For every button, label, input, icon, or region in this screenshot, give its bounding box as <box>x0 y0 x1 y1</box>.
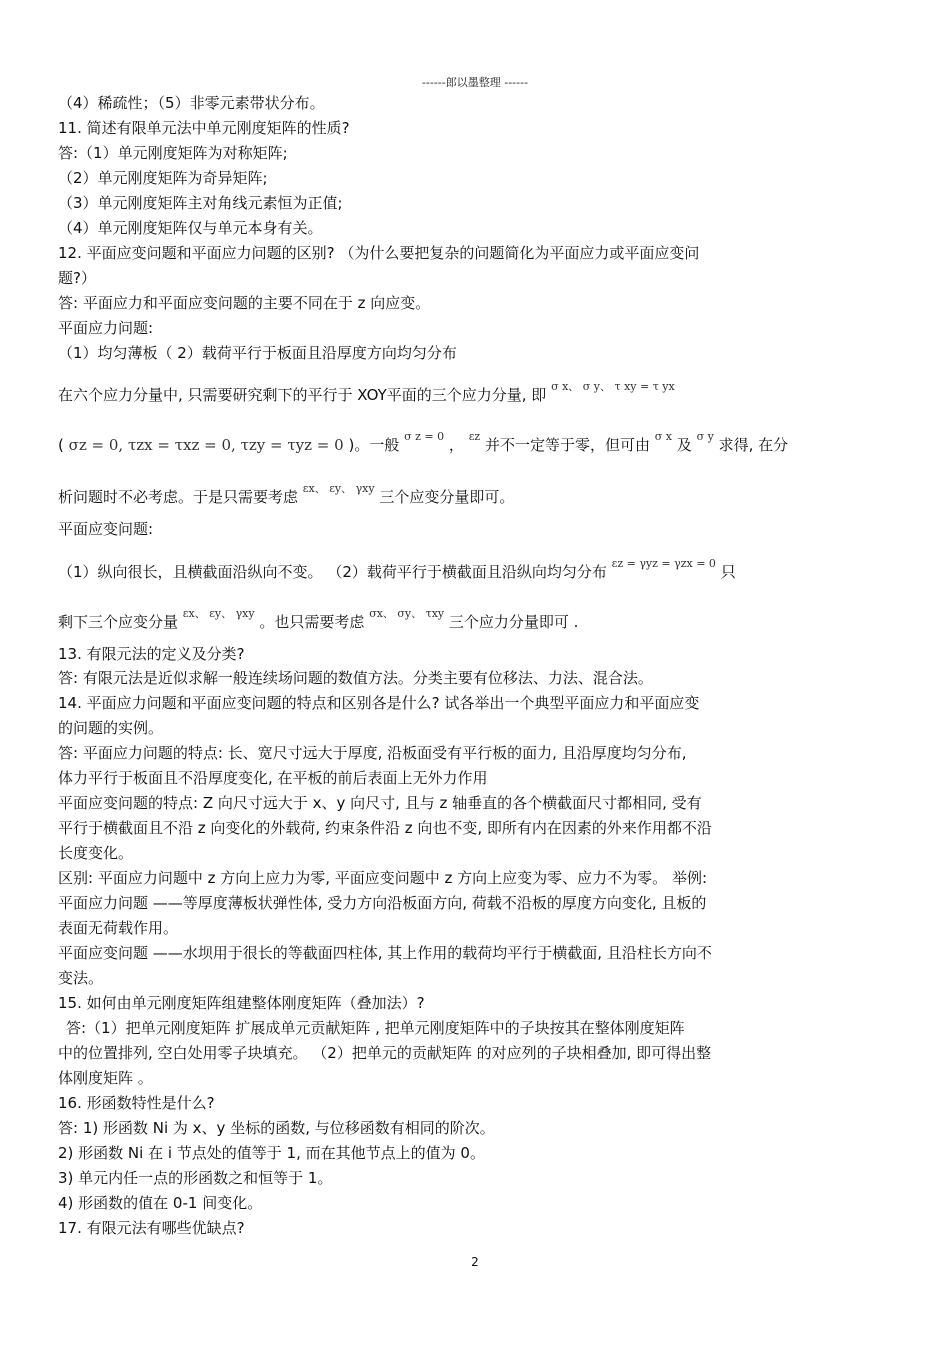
text-line: 的问题的实例。 <box>58 719 164 737</box>
question-15: 15. 如何由单元刚度矩阵组建整体刚度矩阵（叠加法）? <box>58 994 425 1012</box>
formula: εx、 εy、 γxy <box>182 607 255 620</box>
text-line: 平面应力问题 ——等厚度薄板状弹性体, 受力方向沿板面方向, 荷载不沿板的厚度方向变化, 且板的 <box>58 894 707 912</box>
formula: σ y <box>696 430 714 443</box>
line-text: 。也只需要考虑 <box>259 613 365 631</box>
formula: εz = γyz = γzx = 0 <box>611 557 716 570</box>
line-text: 三个应变分量即可。 <box>379 488 515 506</box>
text-line: 表面无荷载作用。 <box>58 919 179 937</box>
line-text: 只 <box>720 563 736 581</box>
text-line <box>58 430 789 457</box>
text-line: 平面应变问题的特点: Z 向尺寸远大于 x、y 向尺寸, 且与 z 轴垂直的各个横截面尺寸都相同, 受有 <box>58 794 702 812</box>
question-17: 17. 有限元法有哪些优缺点? <box>58 1219 245 1237</box>
line-text: 三个应力分量即可 . <box>448 613 579 631</box>
line-text: ， <box>448 436 464 454</box>
text-line: 4) 形函数的值在 0-1 间变化。 <box>58 1194 263 1212</box>
text-line: 3) 单元内任一点的形函数之和恒等于 1。 <box>58 1169 333 1187</box>
section-label: 平面应力问题: <box>58 319 154 337</box>
text-line: 题?） <box>58 269 96 287</box>
text-line: 答: 平面应力问题的特点: 长、宽尺寸远大于厚度, 沿板面受有平行板的面力, 且沿厚度均匀分布, <box>58 744 687 762</box>
text-line: 平行于横截面且不沿 z 向变化的外载荷, 约束条件沿 z 向也不变, 即所有内在因素的外来作用都不沿 <box>58 819 712 837</box>
text-line: （4）单元刚度矩阵仅与单元本身有关。 <box>58 219 323 237</box>
text-line <box>58 482 515 509</box>
text-line: 答: 有限元法是近似求解一般连续场问题的数值方法。分类主要有位移法、力法、混合法。 <box>58 669 653 687</box>
question-11: 11. 简述有限单元法中单元刚度矩阵的性质? <box>58 119 350 137</box>
text-line: 体刚度矩阵 。 <box>58 1069 153 1087</box>
formula: σ x、 σ y、 τ xy = τ yx <box>551 380 675 393</box>
question-16: 16. 形函数特性是什么? <box>58 1094 215 1112</box>
text-line: 区别: 平面应力问题中 z 方向上应力为零, 平面应变问题中 z 方向上应变为零、应力不为零。 举例: <box>58 869 708 887</box>
text-line: 变法。 <box>58 969 104 987</box>
formula: εx、 εy、 γxy <box>302 482 375 495</box>
text-line: 答: 平面应力和平面应变问题的主要不同在于 z 向应变。 <box>58 294 431 312</box>
line-text: 及 <box>676 436 692 454</box>
text-line: 平面应变问题 ——水坝用于很长的等截面四柱体, 其上作用的载荷均平行于横截面, 且沿柱长方向不 <box>58 944 712 962</box>
formula: εz <box>468 430 481 443</box>
page-header: ------郎以墨整理 ------ <box>421 76 529 89</box>
section-label: 平面应变问题: <box>58 520 154 538</box>
line-text: )。一般 <box>348 436 400 454</box>
text-line: （3）单元刚度矩阵主对角线元素恒为正值; <box>58 194 343 212</box>
line-text: 剩下三个应变分量 <box>58 613 179 631</box>
formula: σ x <box>654 430 672 443</box>
text-line: （1）均匀薄板（ 2）载荷平行于板面且沿厚度方向均匀分布 <box>58 344 457 362</box>
text-line: 答:（1）把单元刚度矩阵 扩展成单元贡献矩阵 , 把单元刚度矩阵中的子块按其在整体刚度矩阵 <box>66 1019 685 1037</box>
formula: σ z = 0 <box>404 430 445 443</box>
text-line <box>58 380 675 407</box>
text-line: 答:（1）单元刚度矩阵为对称矩阵; <box>58 144 288 162</box>
line-text: 析问题时不必考虑。于是只需要考虑 <box>58 488 299 506</box>
text-line <box>58 607 579 634</box>
line-text: 在六个应力分量中, 只需要研究剩下的平行于 XOY平面的三个应力分量, 即 <box>58 386 547 404</box>
text-line: 2) 形函数 Ni 在 i 节点处的值等于 1, 而在其他节点上的值为 0。 <box>58 1144 485 1162</box>
page-number: 2 <box>471 1255 479 1269</box>
line-text: 求得, 在分 <box>718 436 789 454</box>
text-line: 答: 1) 形函数 Ni 为 x、y 坐标的函数, 与位移函数有相同的阶次。 <box>58 1119 495 1137</box>
question-13: 13. 有限元法的定义及分类? <box>58 645 245 663</box>
text-line: 中的位置排列, 空白处用零子块填充。 （2）把单元的贡献矩阵 的对应列的子块相叠加, 即可得出整 <box>58 1044 712 1062</box>
question-12: 12. 平面应变问题和平面应力问题的区别? （为什么要把复杂的问题简化为平面应力或平面应变问 <box>58 244 700 262</box>
formula: σz = 0, τzx = τxz = 0, τzy = τyz = 0 <box>68 436 344 454</box>
text-line: 长度变化。 <box>58 844 134 862</box>
formula: σx、 σy、 τxy <box>369 607 445 620</box>
question-14: 14. 平面应力问题和平面应变问题的特点和区别各是什么? 试各举出一个典型平面应力和平面应变 <box>58 694 700 712</box>
text-line <box>58 557 736 584</box>
line-text: ( <box>58 436 64 454</box>
line-text: 并不一定等于零，但可由 <box>484 436 650 454</box>
text-line: 体力平行于板面且不沿厚度变化, 在平板的前后表面上无外力作用 <box>58 769 488 787</box>
text-line: （2）单元刚度矩阵为奇异矩阵; <box>58 169 268 187</box>
line-text: （1）纵向很长，且横截面沿纵向不变。 （2）载荷平行于横截面且沿纵向均匀分布 <box>58 563 607 581</box>
text-line: （4）稀疏性；（5）非零元素带状分布。 <box>58 94 325 112</box>
